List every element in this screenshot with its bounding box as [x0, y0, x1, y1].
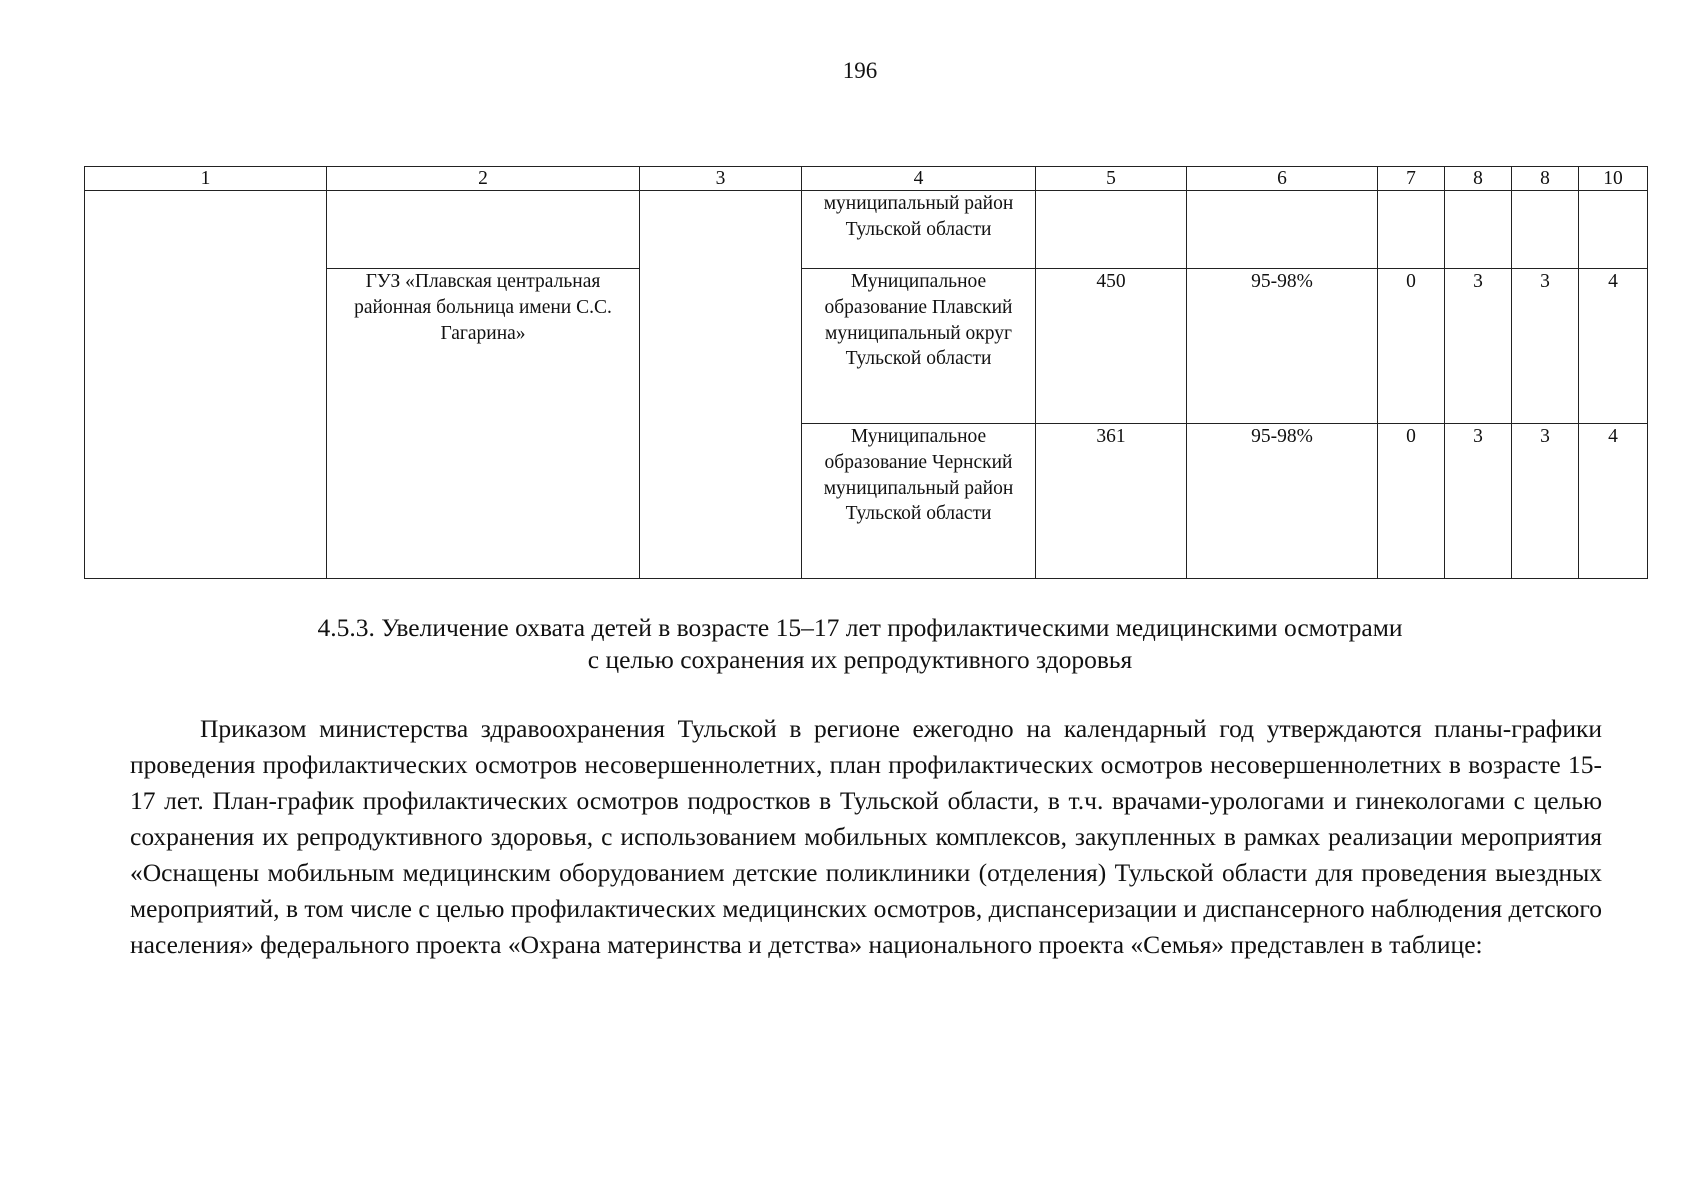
- column-header: 10: [1579, 167, 1648, 191]
- table-cell: 0: [1378, 269, 1445, 424]
- table-cell: 95-98%: [1187, 269, 1378, 424]
- table-cell: 4: [1579, 269, 1648, 424]
- table-cell: [1512, 191, 1579, 269]
- municipality-cell: Муниципальное образование Плавский муниципальный округ Тульской области: [802, 269, 1036, 424]
- section-heading-line: с целью сохранения их репродуктивного здоровья: [587, 645, 1133, 674]
- table-cell: 361: [1036, 424, 1187, 579]
- section-heading-line: 4.5.3. Увеличение охвата детей в возрасте 15–17 лет профилактическими медицинскими осмотрами: [317, 613, 1403, 642]
- column-header: 1: [85, 167, 327, 191]
- institution-cell: ГУЗ «Плавская центральная районная больница имени С.С. Гагарина»: [327, 269, 640, 579]
- body-paragraph: Приказом министерства здравоохранения Тульской в регионе ежегодно на календарный год утверждаются планы-графики проведения профилактических осмотров несовершеннолетних, план профилактических осмотров несовершеннолетних в возрасте 15-17 лет. План-график профилактических осмотров подростков в Тульской области, в т.ч. врачами-урологами и гинекологами с целью сохранения их репродуктивного здоровья, с использованием мобильных комплексов, закупленных в рамках реализации мероприятия «Оснащены мобильным медицинским оборудованием детские поликлиники (отделения) Тульской области для проведения выездных мероприятий, в том числе с целью профилактических медицинских осмотров, диспансеризации и диспансерного наблюдения детского населения» федерального проекта «Охрана материнства и детства» национального проекта «Семья» представлен в таблице:: [130, 714, 1602, 959]
- table-cell: 3: [1512, 269, 1579, 424]
- column-header: 5: [1036, 167, 1187, 191]
- table-row: [85, 191, 1648, 269]
- table-cell: [1036, 191, 1187, 269]
- table-cell: 4: [1579, 424, 1648, 579]
- municipality-cell: муниципальный район Тульской области: [802, 191, 1036, 269]
- data-table: [84, 166, 1648, 579]
- column-header: 6: [1187, 167, 1378, 191]
- column-header: 8: [1445, 167, 1512, 191]
- page-number: 196: [842, 58, 878, 83]
- table-cell: [1187, 191, 1378, 269]
- table-header-row: [85, 167, 1648, 191]
- table-cell: [640, 191, 802, 579]
- column-header: 8: [1512, 167, 1579, 191]
- column-header: 4: [802, 167, 1036, 191]
- table-cell: 0: [1378, 424, 1445, 579]
- table-cell: [1579, 191, 1648, 269]
- column-header: 2: [327, 167, 640, 191]
- column-header: 3: [640, 167, 802, 191]
- table-cell: [327, 191, 640, 269]
- section-heading: [0, 612, 1696, 676]
- table-cell: 3: [1445, 269, 1512, 424]
- table-cell: 95-98%: [1187, 424, 1378, 579]
- table-cell: [85, 191, 327, 579]
- table-cell: 450: [1036, 269, 1187, 424]
- column-header: 7: [1378, 167, 1445, 191]
- table-cell: 3: [1512, 424, 1579, 579]
- municipality-cell: Муниципальное образование Чернский муниципальный район Тульской области: [802, 424, 1036, 579]
- table-cell: [1378, 191, 1445, 269]
- table-cell: [1445, 191, 1512, 269]
- table-cell: 3: [1445, 424, 1512, 579]
